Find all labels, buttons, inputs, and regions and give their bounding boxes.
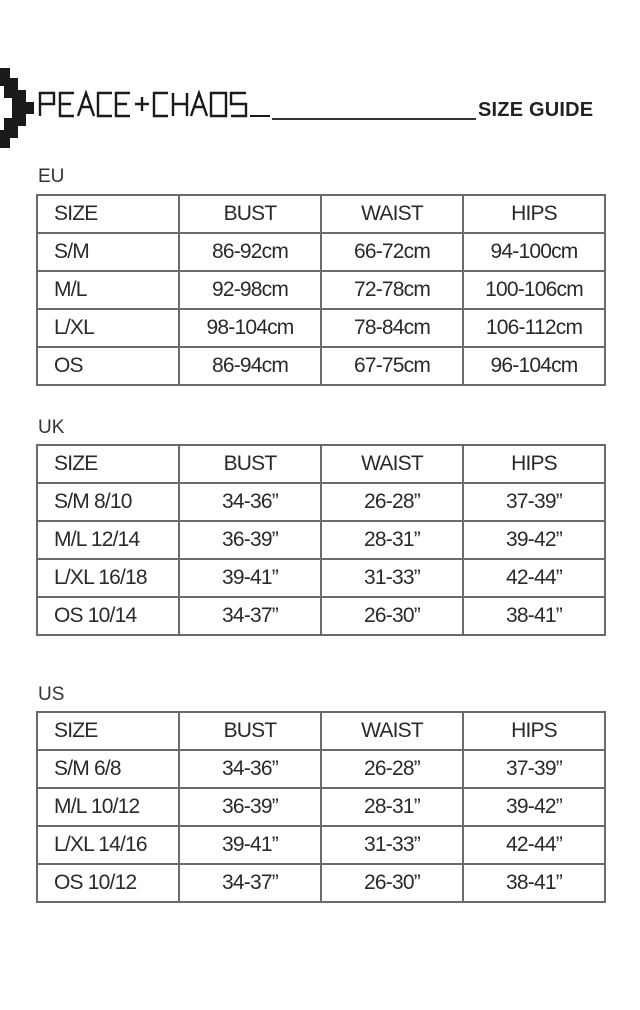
table-cell: S/M [37, 233, 179, 271]
table-cell: 28-31” [321, 521, 463, 559]
table-row [37, 597, 605, 635]
column-header: HIPS [463, 445, 605, 483]
column-header: BUST [179, 445, 321, 483]
table-cell: 37-39” [463, 750, 605, 788]
table-cell: L/XL 14/16 [37, 826, 179, 864]
section-label-eu: EU [38, 166, 65, 187]
table-cell: M/L 10/12 [37, 788, 179, 826]
table-cell: 66-72cm [321, 233, 463, 271]
table-cell: 38-41” [463, 864, 605, 902]
table-cell: L/XL 16/18 [37, 559, 179, 597]
table-header-row [37, 195, 605, 233]
table-row [37, 559, 605, 597]
table-cell: M/L 12/14 [37, 521, 179, 559]
column-header: HIPS [463, 712, 605, 750]
table-cell: 34-37” [179, 597, 321, 635]
brand-aztec-icon [0, 68, 34, 148]
table-cell: 26-28” [321, 483, 463, 521]
table-cell: 26-30” [321, 597, 463, 635]
size-table-eu [36, 194, 606, 386]
column-header: WAIST [321, 445, 463, 483]
table-row [37, 521, 605, 559]
table-cell: 98-104cm [179, 309, 321, 347]
table-row [37, 864, 605, 902]
column-header: WAIST [321, 195, 463, 233]
table-cell: 72-78cm [321, 271, 463, 309]
table-cell: 67-75cm [321, 347, 463, 385]
table-cell: 39-42” [463, 788, 605, 826]
table-cell: 38-41” [463, 597, 605, 635]
table-cell: OS 10/12 [37, 864, 179, 902]
table-row [37, 271, 605, 309]
table-cell: 106-112cm [463, 309, 605, 347]
table-row [37, 483, 605, 521]
column-header: BUST [179, 712, 321, 750]
column-header: SIZE [37, 712, 179, 750]
column-header: HIPS [463, 195, 605, 233]
column-header: WAIST [321, 712, 463, 750]
table-cell: 34-36” [179, 750, 321, 788]
table-row [37, 347, 605, 385]
table-cell: OS [37, 347, 179, 385]
table-header-row [37, 445, 605, 483]
header-rule [272, 118, 476, 120]
column-header: BUST [179, 195, 321, 233]
table-cell: 26-28” [321, 750, 463, 788]
table-cell: 78-84cm [321, 309, 463, 347]
brand-logo [38, 90, 273, 118]
table-cell: OS 10/14 [37, 597, 179, 635]
table-cell: 34-36” [179, 483, 321, 521]
table-cell: 31-33” [321, 559, 463, 597]
table-row [37, 309, 605, 347]
header [0, 62, 640, 146]
size-table-us [36, 711, 606, 903]
table-cell: S/M 6/8 [37, 750, 179, 788]
table-row [37, 750, 605, 788]
size-table-uk [36, 444, 606, 636]
table-header-row [37, 712, 605, 750]
table-cell: 42-44” [463, 559, 605, 597]
table-cell: 37-39” [463, 483, 605, 521]
table-cell: 42-44” [463, 826, 605, 864]
table-cell: 86-92cm [179, 233, 321, 271]
table-cell: 96-104cm [463, 347, 605, 385]
table-cell: 92-98cm [179, 271, 321, 309]
table-cell: 26-30” [321, 864, 463, 902]
table-cell: 39-42” [463, 521, 605, 559]
table-cell: L/XL [37, 309, 179, 347]
section-label-uk: UK [38, 417, 65, 438]
column-header: SIZE [37, 195, 179, 233]
table-cell: 86-94cm [179, 347, 321, 385]
table-cell: 100-106cm [463, 271, 605, 309]
table-cell: 39-41” [179, 826, 321, 864]
table-cell: M/L [37, 271, 179, 309]
page-title: SIZE GUIDE [478, 99, 594, 121]
column-header: SIZE [37, 445, 179, 483]
table-row [37, 788, 605, 826]
table-cell: 36-39” [179, 521, 321, 559]
table-cell: 94-100cm [463, 233, 605, 271]
table-cell: 31-33” [321, 826, 463, 864]
table-row [37, 233, 605, 271]
table-cell: 39-41” [179, 559, 321, 597]
table-cell: 34-37” [179, 864, 321, 902]
table-cell: 28-31” [321, 788, 463, 826]
table-cell: S/M 8/10 [37, 483, 179, 521]
section-label-us: US [38, 684, 65, 705]
table-cell: 36-39” [179, 788, 321, 826]
table-row [37, 826, 605, 864]
